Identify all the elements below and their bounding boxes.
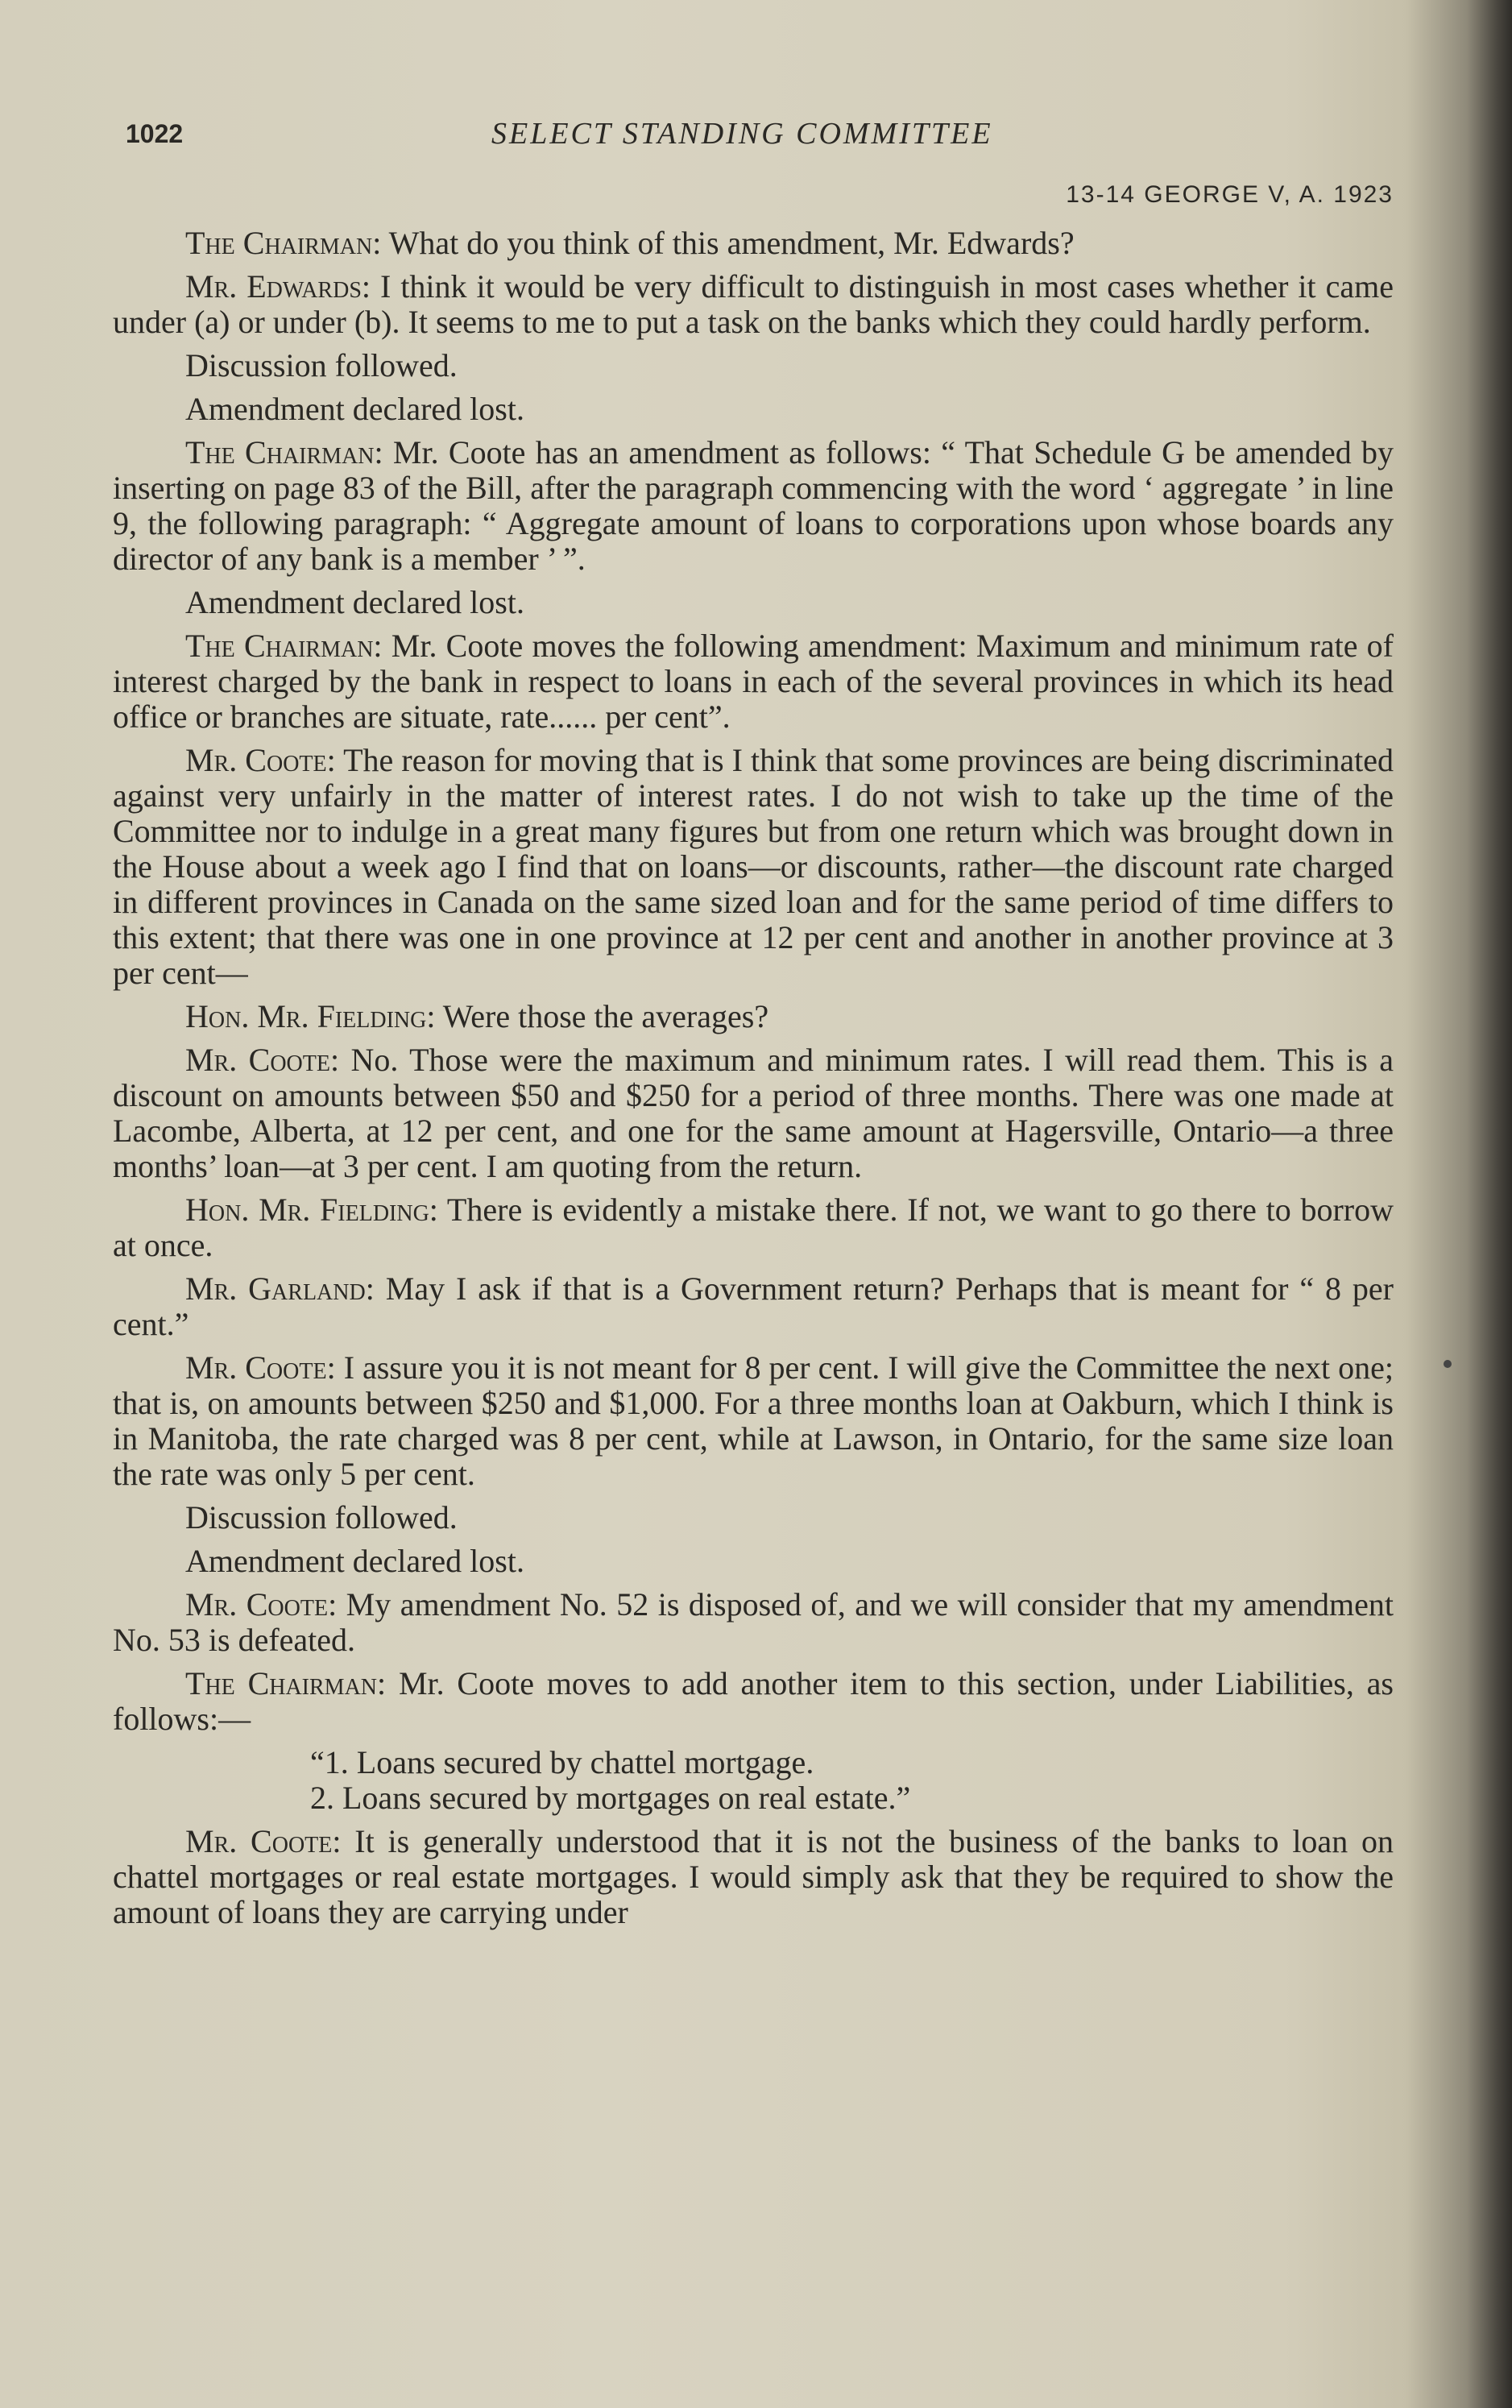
speaker-name: Mr. Coote: [185,1349,336,1386]
speaker-name: The Chairman: [185,628,383,664]
paragraph-text: The reason for moving that is I think that some provinces are being discriminated against very unfairly in the matter of interest rates. I do not wish to take up the time of the Committee nor to indulge in a great many figures but from one return which was brought down in the House about a week ago I find that on loans—or discounts, rather—the discount rate charged in different provinces in Canada on the same sized loan and for the same period of time differs to this extent; that there was one in one province at 12 per cent and another in another province at 3 per cent— [113,742,1394,991]
paragraph [113,1350,1394,1492]
speaker-name: Hon. Mr. Fielding: [185,1192,438,1228]
document-page [113,105,1394,1938]
paragraph [113,1666,1394,1737]
paragraph-text: Amendment declared lost. [185,391,524,427]
paragraph [113,1192,1394,1263]
paragraph [113,1271,1394,1342]
paragraph [113,1824,1394,1930]
paragraph [113,1587,1394,1658]
paragraph-text: My amendment No. 52 is disposed of, and we will consider that my amendment No. 53 is defeated. [113,1586,1394,1658]
session-line: 13-14 GEORGE V, A. 1923 [1066,181,1394,208]
paragraph-text: Discussion followed. [185,347,458,383]
paragraph [113,226,1394,261]
paragraph [113,269,1394,340]
paragraph [113,585,1394,620]
paragraph-text: Were those the averages? [435,998,769,1034]
speaker-name: Mr. Garland: [185,1270,375,1307]
paragraph-text: Discussion followed. [185,1499,458,1536]
paragraph-text: Mr. Coote has an amendment as follows: “ That Schedule G be amended by inserting on page 83 of the Bill, after the paragraph commencing with the word ‘ aggregate ’ in line 9, the following paragraph: “ Aggregate amount of loans to corporations upon whose boards any director of any bank is a member ’ ”. [113,434,1394,577]
body-text [113,226,1394,1930]
paragraph-text: No. Those were the maximum and minimum rates. I will read them. This is a discount on amounts between $50 and $250 for a period of three months. There was one made at Lacombe, Alberta, at 12 per cent, and one for the same amount at Hagersville, Ontario—a three months’ loan—at 3 per cent. I am quoting from the return. [113,1042,1394,1184]
paragraph [113,392,1394,427]
paragraph [113,1042,1394,1184]
speaker-name: Mr. Coote: [185,1823,342,1859]
paragraph [113,1544,1394,1579]
page-number: 1022 [126,119,184,148]
paragraph-text: What do you think of this amendment, Mr. Edwards? [381,225,1075,261]
paragraph-text: It is generally understood that it is not the business of the banks to loan on chattel mortgages or real estate mortgages. I would simply ask that they be required to show the amount of loans they are carrying under [113,1823,1394,1930]
paragraph [113,1500,1394,1536]
paragraph-text: Mr. Coote moves the following amendment: Maximum and minimum rate of interest charged by the bank in respect to loans in each of the several provinces in which its head office or branches are situate, rate...... per cent”. [113,628,1394,735]
paragraph-text: Amendment declared lost. [185,584,524,620]
paragraph-text: May I ask if that is a Government return? Perhaps that is meant for “ 8 per cent.” [113,1270,1394,1342]
running-title: SELECT STANDING COMMITTEE [491,117,993,151]
speaker-name: Mr. Edwards: [185,268,371,305]
speaker-name: Hon. Mr. Fielding: [185,998,436,1034]
margin-mark [1444,1360,1452,1368]
page-header [113,105,1394,153]
quoted-item: 2. Loans secured by mortgages on real estate.” [310,1780,911,1816]
speaker-name: Mr. Coote: [185,1042,340,1078]
paragraph-text: Mr. Coote moves to add another item to this section, under Liabilities, as follows:— [113,1665,1394,1737]
paragraph-text: I assure you it is not meant for 8 per cent. I will give the Committee the next one; that is, on amounts between $250 and $1,000. For a three months loan at Oakburn, which I think is in Manitoba, the rate charged was 8 per cent, while at Lawson, in Ontario, for the same size loan the rate was only 5 per cent. [113,1349,1394,1492]
paragraph [113,743,1394,991]
speaker-name: Mr. Coote: [185,1586,338,1623]
paragraph [113,628,1394,735]
speaker-name: The Chairman: [185,1665,387,1701]
paragraph-text: I think it would be very difficult to distinguish in most cases whether it came under (a) or under (b). It seems to me to put a task on the banks which they could hardly perform. [113,268,1394,340]
paragraph [113,999,1394,1034]
speaker-name: Mr. Coote: [185,742,336,778]
speaker-name: The Chairman: [185,225,382,261]
paragraph [113,435,1394,577]
paragraph [113,348,1394,383]
speaker-name: The Chairman: [185,434,383,470]
quoted-item: “1. Loans secured by chattel mortgage. [310,1744,814,1780]
paragraph-text: There is evidently a mistake there. If not, we want to go there to borrow at once. [113,1192,1394,1263]
paragraph-text: Amendment declared lost. [185,1543,524,1579]
